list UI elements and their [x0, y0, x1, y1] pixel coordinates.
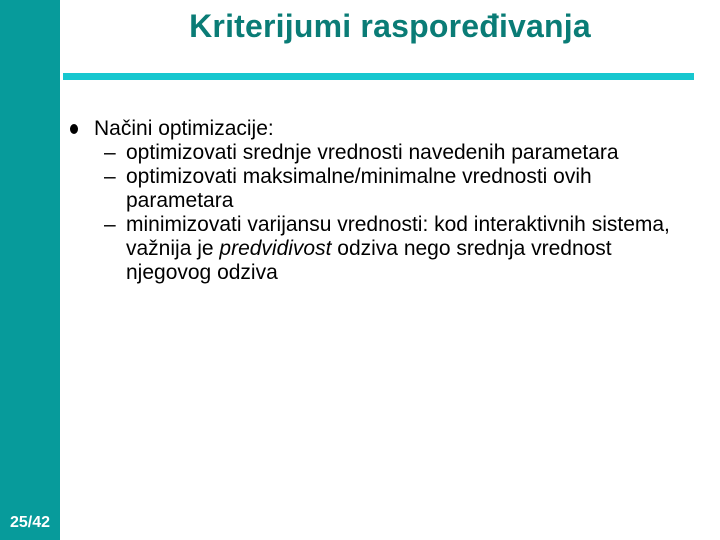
- sub-item-3: [70, 213, 690, 285]
- main-bullet-text: Načini optimizacije:: [94, 117, 274, 140]
- dash-icon: –: [104, 165, 116, 188]
- dash-icon: –: [104, 141, 116, 164]
- page-number: 25/42: [9, 514, 51, 531]
- slide-content: [70, 117, 690, 285]
- sub-item-text: optimizovati srednje vrednosti navedenih parametara: [126, 141, 619, 164]
- title-divider: [63, 73, 694, 80]
- sub-list: [70, 141, 690, 285]
- slide-title: Kriterijumi raspoređivanja: [189, 8, 591, 44]
- main-bullet: [70, 117, 690, 141]
- sidebar-strip: [0, 0, 60, 540]
- sub-item-text-before: minimizovati varijansu vrednosti: kod interaktivnih sistema, važnija je: [126, 213, 670, 260]
- bullet-dot-icon: [70, 124, 78, 134]
- sub-item-1: [70, 141, 690, 165]
- sub-item-text-after: odziva nego srednja vrednost njegovog odziva: [126, 237, 612, 284]
- sub-item-2: [70, 165, 690, 213]
- sub-item-text: optimizovati maksimalne/minimalne vrednosti ovih parametara: [126, 165, 592, 212]
- emphasis-text: predvidivost: [219, 237, 332, 260]
- dash-icon: –: [104, 213, 116, 236]
